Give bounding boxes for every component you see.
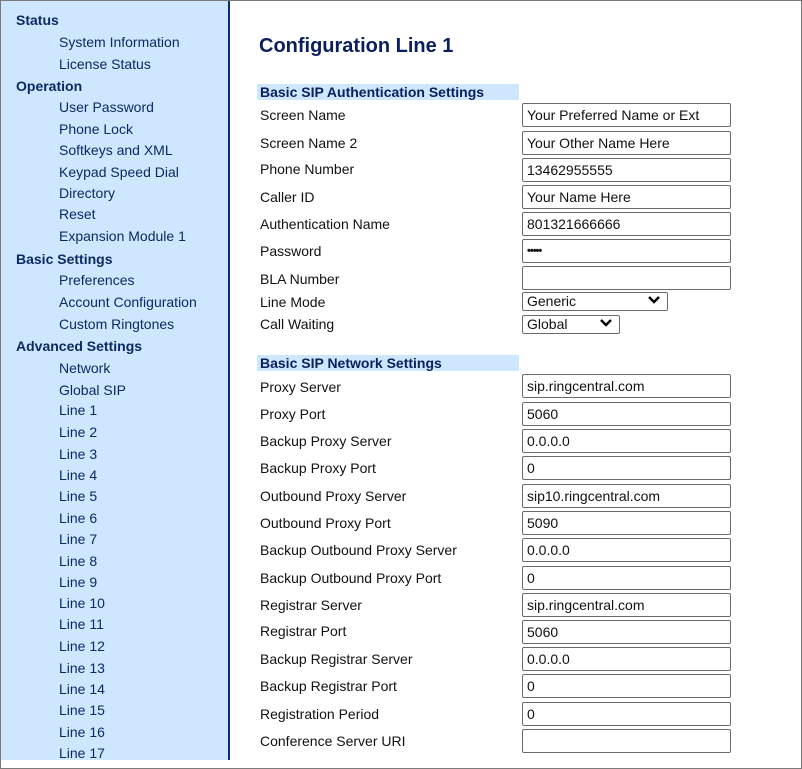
password-input[interactable]: •••••: [522, 239, 731, 263]
nav-item-phone-lock[interactable]: Phone Lock: [59, 121, 133, 137]
nav-item-line-5[interactable]: Line 5: [59, 488, 98, 504]
page-title: Configuration Line 1: [259, 35, 454, 57]
nav-item-line-15[interactable]: Line 15: [59, 702, 105, 718]
nav-item-line-9[interactable]: Line 9: [59, 574, 98, 590]
nav-item-line-12[interactable]: Line 12: [59, 638, 105, 654]
nav-item-expansion-module-1[interactable]: Expansion Module 1: [59, 228, 186, 244]
line-mode-label: Line Mode: [260, 294, 326, 310]
outbound-proxy-server-input[interactable]: sip10.ringcentral.com: [522, 484, 731, 508]
nav-item-account-configuration[interactable]: Account Configuration: [59, 294, 197, 310]
nav-item-line-17[interactable]: Line 17: [59, 745, 105, 761]
caller-id-label: Caller ID: [260, 189, 315, 205]
nav-item-license-status[interactable]: License Status: [59, 56, 151, 72]
nav-item-network[interactable]: Network: [59, 360, 111, 376]
nav-item-line-10[interactable]: Line 10: [59, 595, 105, 611]
backup-outbound-proxy-port-label: Backup Outbound Proxy Port: [260, 570, 442, 586]
proxy-server-label: Proxy Server: [260, 379, 341, 395]
nav-item-line-4[interactable]: Line 4: [59, 467, 98, 483]
outbound-proxy-port-label: Outbound Proxy Port: [260, 515, 391, 531]
line-mode-select[interactable]: [522, 292, 668, 311]
screen-name-input[interactable]: Your Preferred Name or Ext: [522, 103, 731, 127]
bla-number-input[interactable]: [522, 266, 731, 290]
nav-section-operation[interactable]: Operation: [16, 78, 83, 94]
backup-registrar-server-label: Backup Registrar Server: [260, 651, 413, 667]
proxy-server-input[interactable]: sip.ringcentral.com: [522, 374, 731, 398]
nav-item-line-8[interactable]: Line 8: [59, 553, 98, 569]
nav-item-softkeys-xml[interactable]: Softkeys and XML: [59, 142, 173, 158]
backup-outbound-proxy-server-label: Backup Outbound Proxy Server: [260, 542, 457, 558]
backup-proxy-port-label: Backup Proxy Port: [260, 460, 376, 476]
phone-number-label: Phone Number: [260, 161, 355, 177]
registration-period-label: Registration Period: [260, 706, 380, 722]
registration-period-input[interactable]: 0: [522, 702, 731, 726]
nav-section-status[interactable]: Status: [16, 12, 59, 28]
chevron-down-icon: [647, 293, 661, 311]
bla-number-label: BLA Number: [260, 271, 340, 287]
screen-name-2-label: Screen Name 2: [260, 135, 358, 151]
network-section-header: Basic SIP Network Settings: [257, 355, 519, 371]
proxy-port-label: Proxy Port: [260, 406, 326, 422]
outbound-proxy-port-input[interactable]: 5090: [522, 511, 731, 535]
nav-item-line-3[interactable]: Line 3: [59, 446, 98, 462]
backup-outbound-proxy-server-input[interactable]: 0.0.0.0: [522, 538, 731, 562]
nav-item-line-6[interactable]: Line 6: [59, 510, 98, 526]
nav-item-user-password[interactable]: User Password: [59, 99, 154, 115]
line-mode-value: Generic: [527, 293, 577, 309]
password-label: Password: [260, 243, 322, 259]
sidebar-nav: [1, 1, 230, 760]
nav-section-basic-settings[interactable]: Basic Settings: [16, 251, 113, 267]
authentication-name-label: Authentication Name: [260, 216, 390, 232]
backup-registrar-server-input[interactable]: 0.0.0.0: [522, 647, 731, 671]
backup-proxy-port-input[interactable]: 0: [522, 456, 731, 480]
authentication-name-input[interactable]: 801321666666: [522, 212, 731, 236]
registrar-port-label: Registrar Port: [260, 623, 347, 639]
conference-server-uri-label: Conference Server URI: [260, 733, 406, 749]
call-waiting-select[interactable]: [522, 315, 620, 334]
nav-item-line-2[interactable]: Line 2: [59, 424, 98, 440]
auth-section-header: Basic SIP Authentication Settings: [257, 84, 519, 100]
caller-id-input[interactable]: Your Name Here: [522, 185, 731, 209]
nav-item-global-sip[interactable]: Global SIP: [59, 382, 126, 398]
phone-number-input[interactable]: 13462955555: [522, 158, 731, 182]
nav-section-advanced-settings[interactable]: Advanced Settings: [16, 338, 143, 354]
backup-proxy-server-input[interactable]: 0.0.0.0: [522, 429, 731, 453]
registrar-server-input[interactable]: sip.ringcentral.com: [522, 593, 731, 617]
nav-item-line-16[interactable]: Line 16: [59, 724, 105, 740]
nav-item-line-13[interactable]: Line 13: [59, 660, 105, 676]
nav-item-directory[interactable]: Directory: [59, 185, 116, 201]
registrar-server-label: Registrar Server: [260, 597, 362, 613]
outbound-proxy-server-label: Outbound Proxy Server: [260, 488, 407, 504]
nav-item-line-7[interactable]: Line 7: [59, 531, 98, 547]
nav-item-line-11[interactable]: Line 11: [59, 616, 104, 632]
backup-registrar-port-label: Backup Registrar Port: [260, 678, 397, 694]
call-waiting-value: Global: [527, 316, 568, 332]
screen-name-2-input[interactable]: Your Other Name Here: [522, 131, 731, 155]
backup-outbound-proxy-port-input[interactable]: 0: [522, 566, 731, 590]
backup-proxy-server-label: Backup Proxy Server: [260, 433, 392, 449]
nav-item-reset[interactable]: Reset: [59, 206, 96, 222]
nav-item-preferences[interactable]: Preferences: [59, 272, 135, 288]
registrar-port-input[interactable]: 5060: [522, 620, 731, 644]
nav-item-keypad-speed-dial[interactable]: Keypad Speed Dial: [59, 164, 179, 180]
screen-name-label: Screen Name: [260, 107, 346, 123]
nav-item-custom-ringtones[interactable]: Custom Ringtones: [59, 316, 175, 332]
nav-item-line-1[interactable]: Line 1: [59, 402, 98, 418]
proxy-port-input[interactable]: 5060: [522, 402, 731, 426]
backup-registrar-port-input[interactable]: 0: [522, 674, 731, 698]
call-waiting-label: Call Waiting: [260, 316, 335, 332]
nav-item-system-information[interactable]: System Information: [59, 34, 180, 50]
nav-item-line-14[interactable]: Line 14: [59, 681, 105, 697]
chevron-down-icon: [599, 316, 613, 334]
conference-server-uri-input[interactable]: [522, 729, 731, 753]
